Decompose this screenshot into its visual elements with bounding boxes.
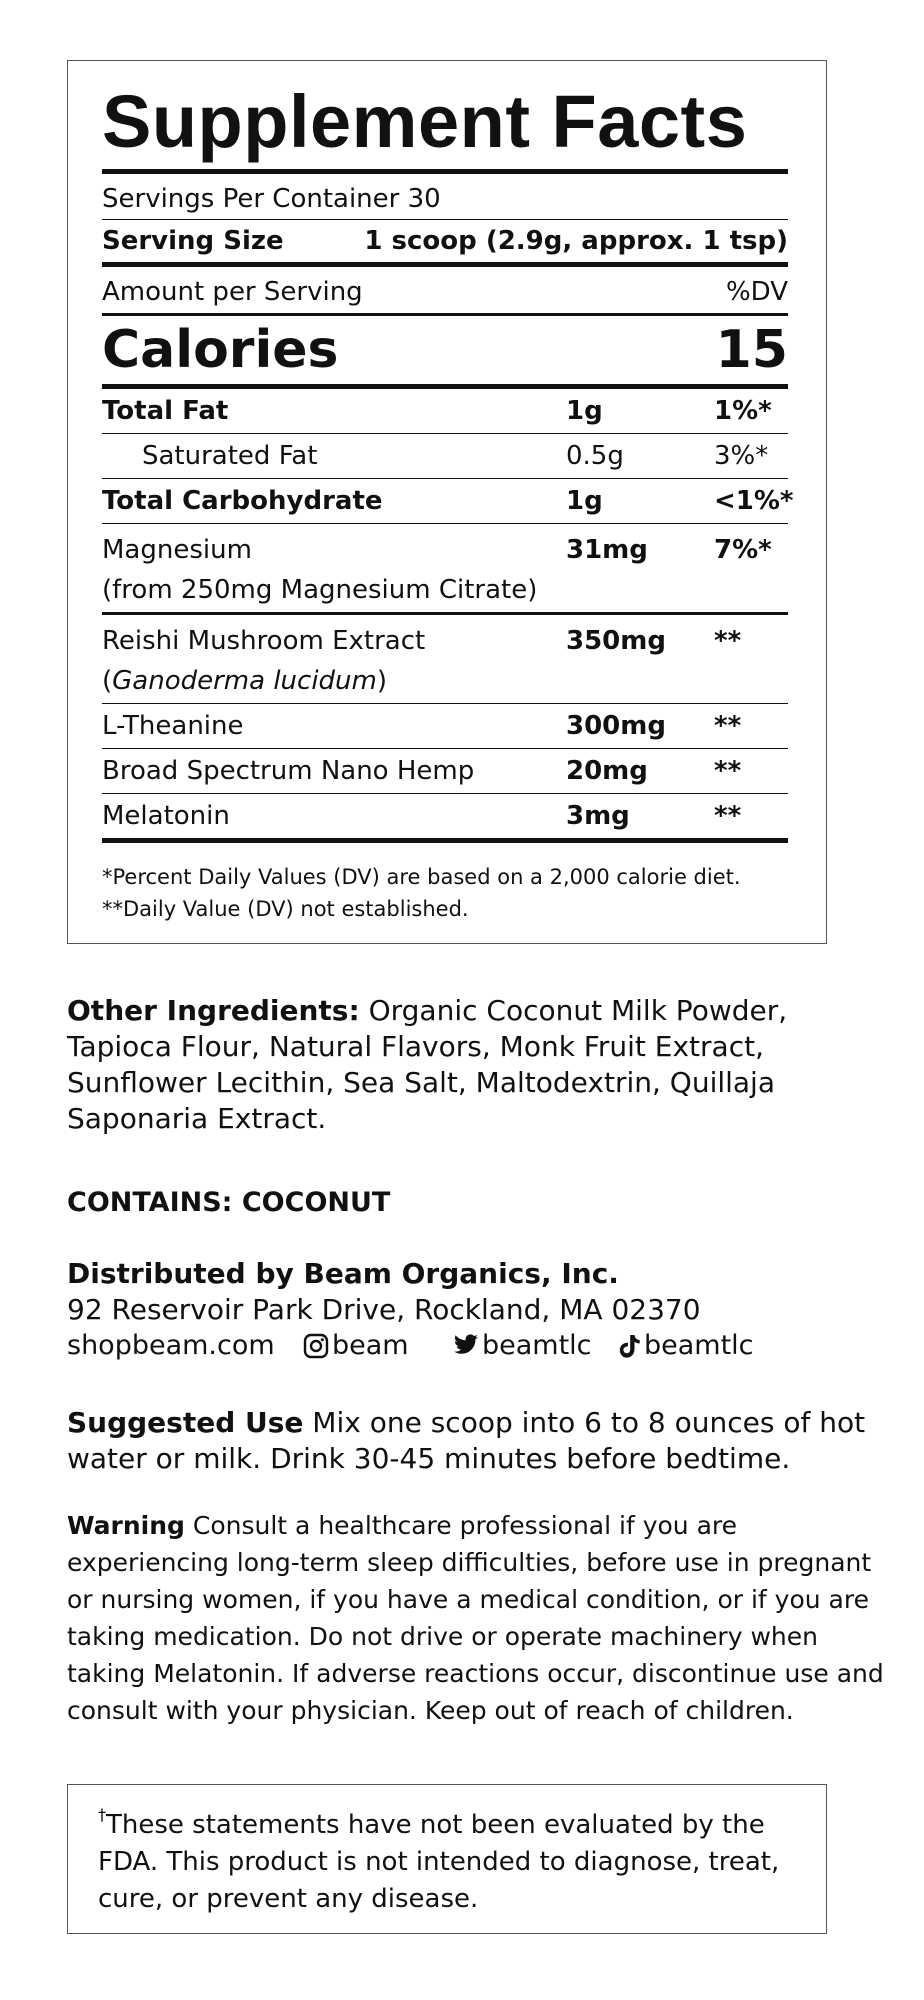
tiktok-link[interactable] [619,1328,754,1364]
nutrient-row-magnesium [102,524,788,612]
social-links [67,1328,867,1364]
dagger-mark: † [98,1805,106,1824]
disclaimer-text: These statements have not been evaluated by the FDA. This product is not intended to diagnose, treat, cure, or prevent any disease. [98,1810,780,1914]
footnotes [102,843,788,925]
nutrient-name-block [102,530,566,610]
tiktok-icon [619,1334,641,1359]
nutrient-amount: 20mg [566,756,648,786]
distributor-block [67,1256,867,1364]
nutrient-source: (from 250mg Magnesium Citrate) [102,575,538,605]
warning-text: Consult a healthcare professional if you are experiencing long-term sleep difficulties, before use in pregnant or nursing women, if you have a medical condition, or if you are taking medication. Do not drive or operate machinery when taking Melatonin. If adverse reactions occur, discontinue use and consult with your physician. Keep out of reach of children. [67,1511,884,1725]
facts-title: Supplement Facts [102,80,748,163]
nutrient-amount: 3mg [566,801,630,831]
nutrient-name: Total Fat [102,396,229,426]
other-ingredients [67,993,867,1137]
warning-label: Warning [67,1511,185,1540]
website-link[interactable]: shopbeam.com [67,1330,275,1361]
serving-size-value: 1 scoop (2.9g, approx. 1 tsp) [364,226,788,256]
latin-name: Ganoderma lucidum [112,666,377,696]
nutrient-dv: ** [714,756,742,786]
nutrient-dv: ** [714,626,742,656]
nutrient-dv: 3%* [714,441,769,471]
nutrient-name: Saturated Fat [142,441,318,471]
amount-per-serving: Amount per Serving [102,277,363,307]
nutrient-amount: 1g [566,396,603,426]
servings-per-container: Servings Per Container 30 [102,183,441,214]
nutrient-row-melatonin [102,794,788,838]
instagram-icon [303,1333,329,1359]
nutrient-name: Magnesium [102,535,252,565]
dv-header: %DV [725,277,788,307]
tiktok-handle: beamtlc [644,1330,754,1361]
twitter-handle: beamtlc [482,1330,592,1361]
serving-size-label: Serving Size [102,226,284,256]
calories-label: Calories [102,320,339,380]
amount-header-row [102,267,788,313]
nutrient-row-total-carbohydrate [102,479,794,523]
supplement-facts-panel [67,60,827,944]
suggested-use-label: Suggested Use [67,1406,304,1439]
nutrient-dv: ** [714,801,742,831]
fda-disclaimer [67,1784,827,1934]
nutrient-name: Melatonin [102,801,230,831]
paren-close: ) [376,666,388,696]
nutrient-amount: 300mg [566,711,666,741]
nutrient-dv: ** [714,711,742,741]
nutrient-name: Reishi Mushroom Extract [102,626,426,656]
paren-open: ( [102,666,113,696]
nutrient-row-total-fat [102,389,788,433]
servings-row [102,174,788,219]
suggested-use [67,1405,867,1477]
nutrient-amount: 0.5g [566,441,624,471]
nutrient-name: Total Carbohydrate [102,486,383,516]
nutrient-name-block [102,621,566,701]
twitter-icon [453,1334,479,1358]
instagram-link[interactable] [303,1328,453,1364]
nutrient-dv: <1%* [714,486,794,516]
footnote-dv: *Percent Daily Values (DV) are based on a 2,000 calorie diet. [102,865,741,889]
twitter-link[interactable] [453,1328,619,1364]
nutrient-row-hemp [102,749,788,793]
nutrient-amount: 350mg [566,626,666,656]
nutrient-row-saturated-fat [102,434,788,478]
nutrient-row-reishi [102,615,788,703]
nutrient-name: Broad Spectrum Nano Hemp [102,756,475,786]
nutrient-amount: 1g [566,486,603,516]
nutrient-dv: 7%* [714,535,772,565]
nutrient-name: L-Theanine [102,711,244,741]
suggested-use-text: Mix one scoop into 6 to 8 ounces of hot water or milk. Drink 30-45 minutes before bedtime. [67,1406,866,1475]
distributor-address: 92 Reservoir Park Drive, Rockland, MA 02370 [67,1293,701,1326]
calories-value: 15 [715,320,788,380]
distributor-name: Distributed by Beam Organics, Inc. [67,1257,619,1290]
calories-row [102,316,788,384]
instagram-handle: beam [332,1330,409,1361]
nutrient-amount: 31mg [566,535,648,565]
serving-size-row [102,220,788,262]
allergen-statement: CONTAINS: COCONUT [67,1187,391,1218]
nutrient-row-l-theanine [102,704,788,748]
nutrient-dv: 1%* [714,396,772,426]
footnote-not-established: **Daily Value (DV) not established. [102,897,469,921]
other-ingredients-label: Other Ingredients: [67,994,360,1027]
other-ingredients-text: Organic Coconut Milk Powder, Tapioca Flour, Natural Flavors, Monk Fruit Extract, Sunflower Lecithin, Sea Salt, Maltodextrin, Quillaja Saponaria Extract. [67,994,788,1135]
warning [67,1507,887,1729]
